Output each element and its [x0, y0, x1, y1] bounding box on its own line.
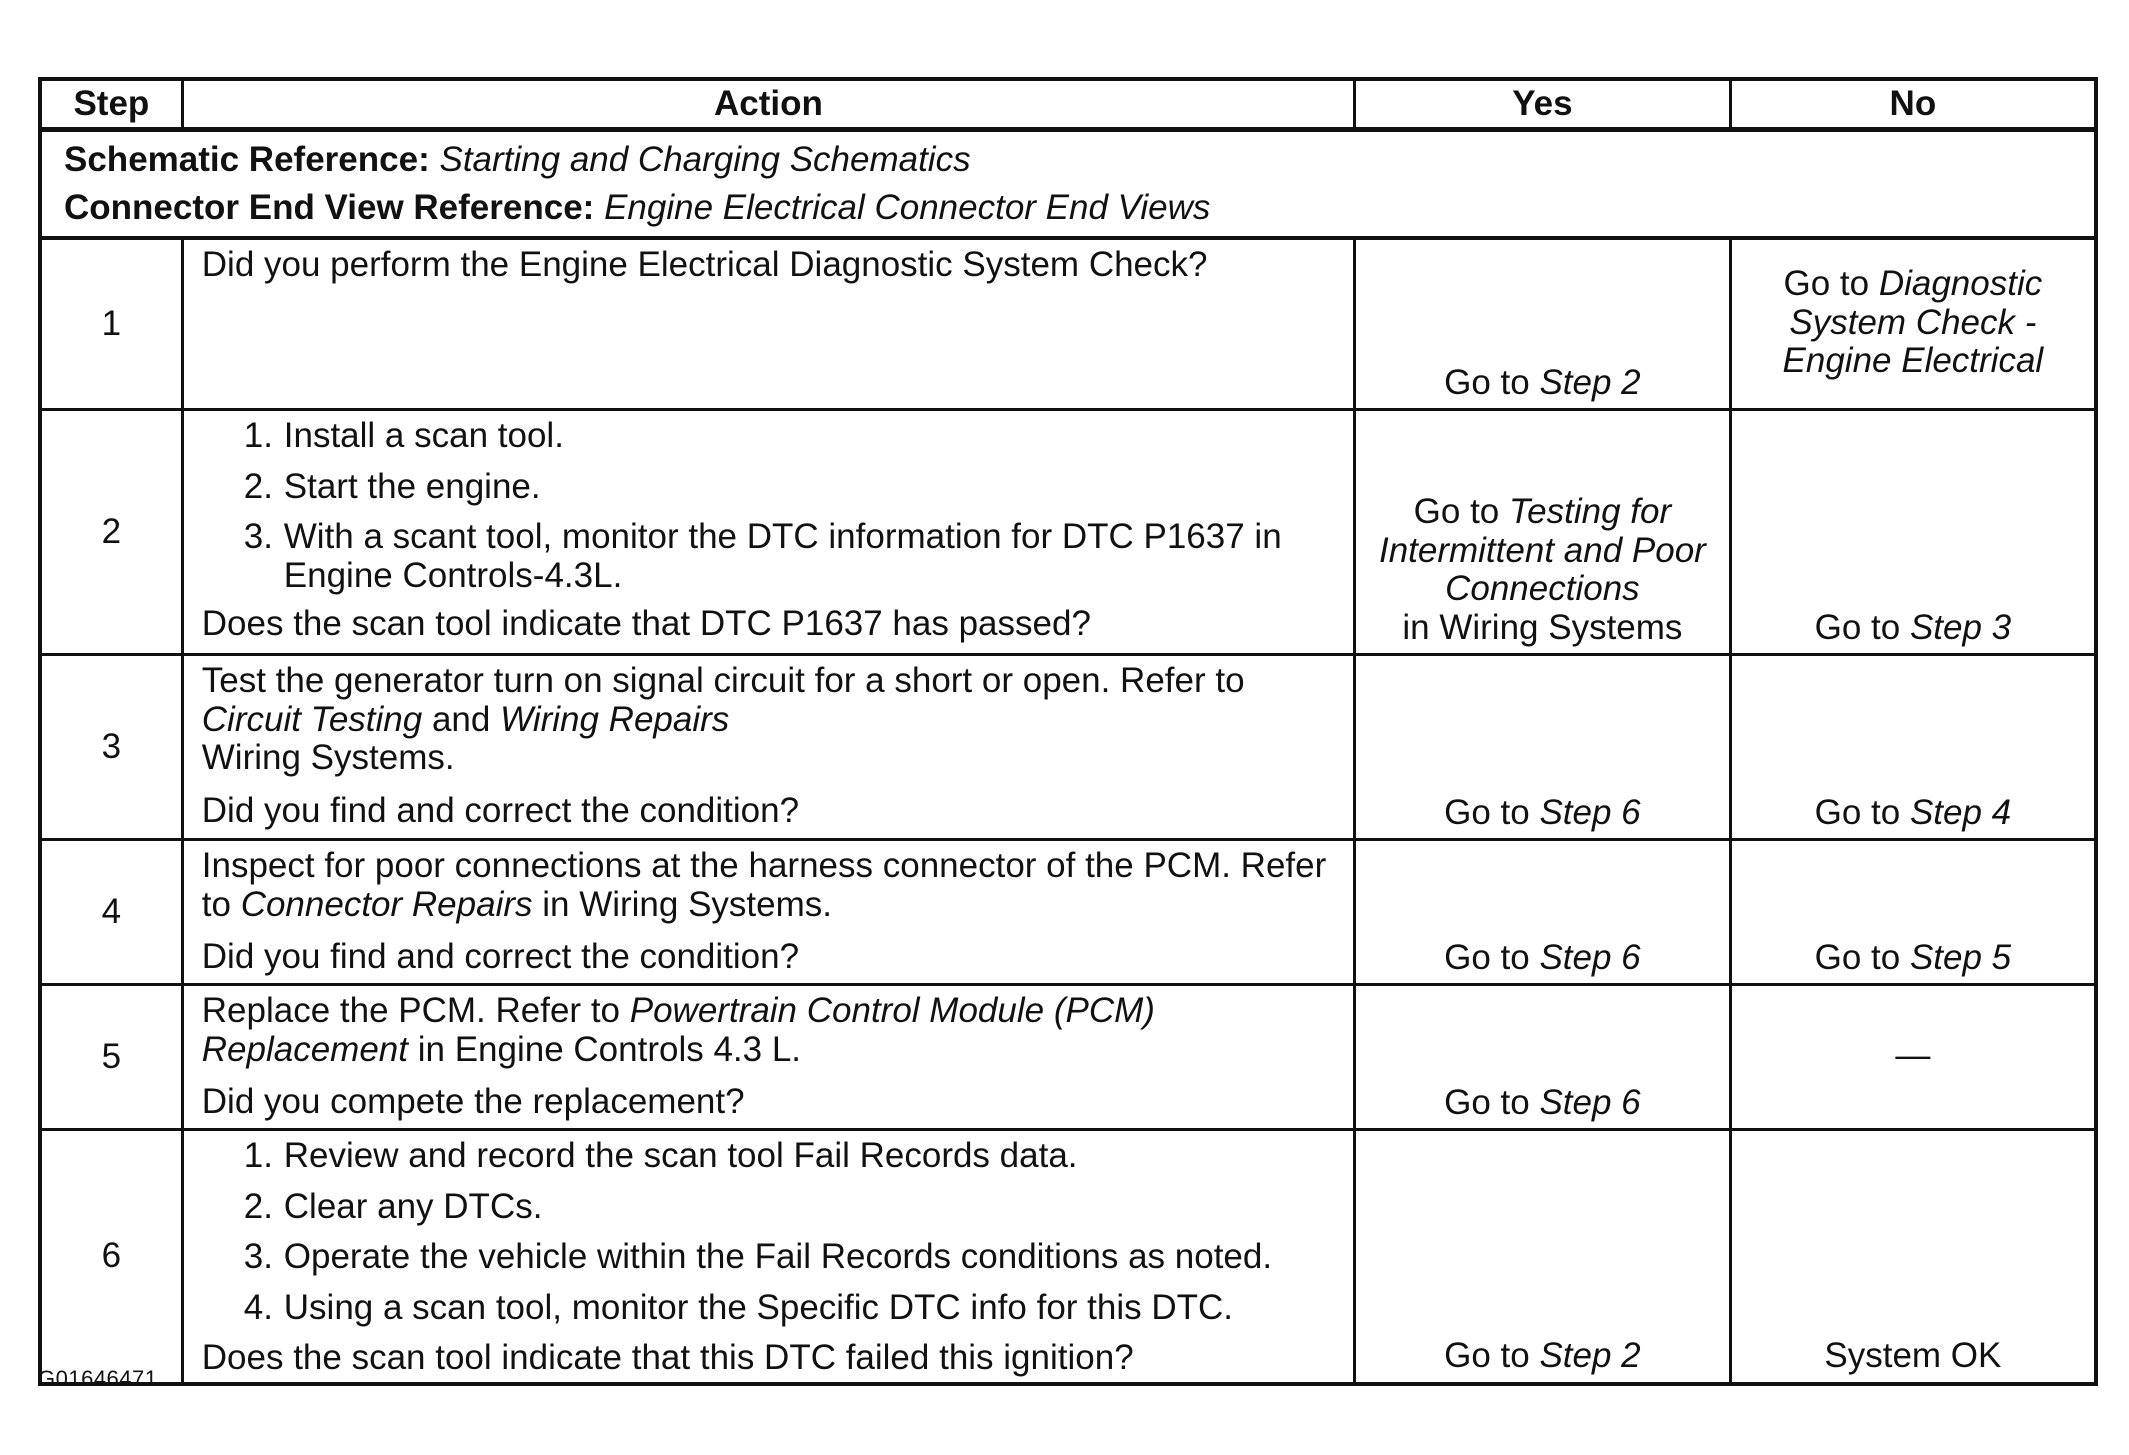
header-action: Action [182, 79, 1354, 130]
yes-prefix: Go to [1444, 1082, 1540, 1122]
action-question: Does the scan tool indicate that DTC P1637 has passed? [201, 604, 1091, 643]
substep-number: 1. [243, 416, 273, 455]
no-link[interactable]: Step 3 [1909, 607, 2012, 647]
step-number: 3 [40, 655, 182, 840]
substep-number: 1. [243, 1136, 273, 1175]
action-cell [182, 238, 1354, 410]
no-link[interactable]: Diagnostic System Check - Engine Electrical [1782, 264, 2044, 381]
connector-reference [64, 189, 2072, 228]
action-cell [182, 655, 1354, 840]
yes-link[interactable]: Testing for Intermittent and Poor Connections [1378, 492, 1706, 608]
step-number: 2 [40, 410, 182, 655]
no-cell [1730, 985, 2096, 1130]
substep-text: Start the engine. [283, 466, 541, 506]
connector-reference-label: Connector End View Reference: [64, 188, 595, 227]
list-item [244, 1137, 1335, 1176]
table-row [40, 985, 2096, 1130]
connector-reference-link[interactable]: Engine Electrical Connector End Views [604, 188, 1211, 227]
table-row [40, 238, 2096, 410]
no-cell [1730, 655, 2096, 840]
yes-cell [1355, 655, 1731, 840]
action-question: Did you compete the replacement? [201, 1082, 745, 1121]
substep-text: Install a scan tool. [283, 416, 564, 455]
schematic-reference [64, 141, 2072, 180]
substep-number: 2. [243, 1186, 273, 1226]
substep-number: 4. [243, 1287, 273, 1327]
table-row [40, 1130, 2096, 1384]
yes-prefix: Go to [1413, 492, 1509, 531]
pcm-replacement-link[interactable]: Powertrain Control Module (PCM) Replacement [201, 991, 1155, 1069]
system-ok-text: System OK [1824, 1336, 2002, 1375]
yes-link[interactable]: Step 2 [1539, 362, 1641, 402]
substep-number: 2. [243, 466, 273, 506]
yes-link[interactable]: Step 2 [1539, 1336, 1641, 1375]
yes-cell [1355, 1130, 1731, 1384]
no-cell [1730, 410, 2096, 655]
yes-link[interactable]: Step 6 [1539, 937, 1641, 977]
action-text-post: in Wiring Systems. [532, 884, 832, 924]
action-cell [182, 840, 1354, 985]
header-yes: Yes [1355, 79, 1731, 130]
action-text-post: in Engine Controls 4.3 L. [408, 1029, 802, 1069]
action-text-pre: Replace the PCM. Refer to [201, 991, 630, 1030]
substep-text: Operate the vehicle within the Fail Records conditions as noted. [283, 1237, 1273, 1276]
action-instruction [202, 662, 1335, 778]
substep-number: 3. [243, 517, 273, 556]
action-text-pre: Inspect for poor connections at the harness connector of the PCM. Refer to [201, 846, 1327, 924]
schematic-reference-label: Schematic Reference: [64, 139, 430, 179]
substep-number: 3. [243, 1237, 273, 1276]
action-cell [182, 410, 1354, 655]
substep-text: Review and record the scan tool Fail Records data. [283, 1136, 1078, 1175]
substep-text: Using a scan tool, monitor the Specific DTC info for this DTC. [283, 1287, 1234, 1327]
action-instruction [202, 847, 1335, 924]
yes-cell [1355, 840, 1731, 985]
table-row [40, 840, 2096, 985]
list-item [244, 1289, 1335, 1328]
reference-cell [40, 130, 2096, 239]
yes-cell [1355, 985, 1731, 1130]
yes-link[interactable]: Step 6 [1539, 1082, 1641, 1122]
no-prefix: Go to [1814, 792, 1910, 832]
no-cell [1730, 1130, 2096, 1384]
no-link[interactable]: Step 5 [1909, 937, 2012, 977]
yes-cell [1355, 238, 1731, 410]
action-instruction [202, 992, 1335, 1069]
reference-row [40, 130, 2096, 239]
yes-prefix: Go to [1444, 362, 1540, 402]
diagnostic-table [38, 77, 2098, 1386]
list-item [244, 1238, 1335, 1277]
action-question: Did you find and correct the condition? [201, 790, 800, 830]
action-text-mid: and [422, 699, 501, 739]
action-question: Does the scan tool indicate that this DTC failed this ignition? [201, 1338, 1134, 1377]
wiring-repairs-link[interactable]: Wiring Repairs [500, 699, 730, 739]
substep-list [202, 1137, 1335, 1327]
list-item [244, 417, 1335, 456]
no-cell [1730, 840, 2096, 985]
step-number: 1 [40, 238, 182, 410]
list-item [244, 468, 1335, 507]
action-question: Did you find and correct the condition? [201, 937, 800, 976]
substep-list [202, 417, 1335, 595]
table-row [40, 655, 2096, 840]
no-prefix: Go to [1783, 264, 1879, 304]
yes-cell [1355, 410, 1731, 655]
schematic-reference-link[interactable]: Starting and Charging Schematics [439, 139, 971, 179]
header-no: No [1730, 79, 2096, 130]
no-prefix: Go to [1814, 607, 1910, 647]
step-number: 4 [40, 840, 182, 985]
action-text-post: Wiring Systems. [201, 738, 455, 777]
circuit-testing-link[interactable]: Circuit Testing [201, 699, 423, 739]
action-cell [182, 1130, 1354, 1384]
yes-suffix: in Wiring Systems [1402, 607, 1683, 647]
action-cell [182, 985, 1354, 1130]
substep-text: Clear any DTCs. [283, 1186, 543, 1226]
yes-prefix: Go to [1444, 937, 1540, 977]
no-prefix: Go to [1814, 937, 1910, 977]
no-link[interactable]: Step 4 [1909, 792, 2012, 832]
substep-text: With a scant tool, monitor the DTC information for DTC P1637 in Engine Controls-4.3L. [283, 517, 1282, 595]
no-cell [1730, 238, 2096, 410]
header-step: Step [40, 79, 182, 130]
header-row [40, 79, 2096, 130]
yes-prefix: Go to [1444, 1336, 1540, 1375]
figure-id: G01646471 [38, 1366, 158, 1391]
action-question: Did you perform the Engine Electrical Diagnostic System Check? [201, 245, 1208, 284]
list-item [244, 518, 1335, 595]
action-text-pre: Test the generator turn on signal circuit for a short or open. Refer to [201, 661, 1245, 700]
step-number: 5 [40, 985, 182, 1130]
step-number: 6 [40, 1130, 182, 1384]
table-row [40, 410, 2096, 655]
yes-link[interactable]: Step 6 [1539, 792, 1641, 832]
no-dash: — [1895, 1035, 1931, 1075]
list-item [244, 1188, 1335, 1227]
yes-prefix: Go to [1444, 792, 1540, 832]
connector-repairs-link[interactable]: Connector Repairs [240, 884, 533, 924]
